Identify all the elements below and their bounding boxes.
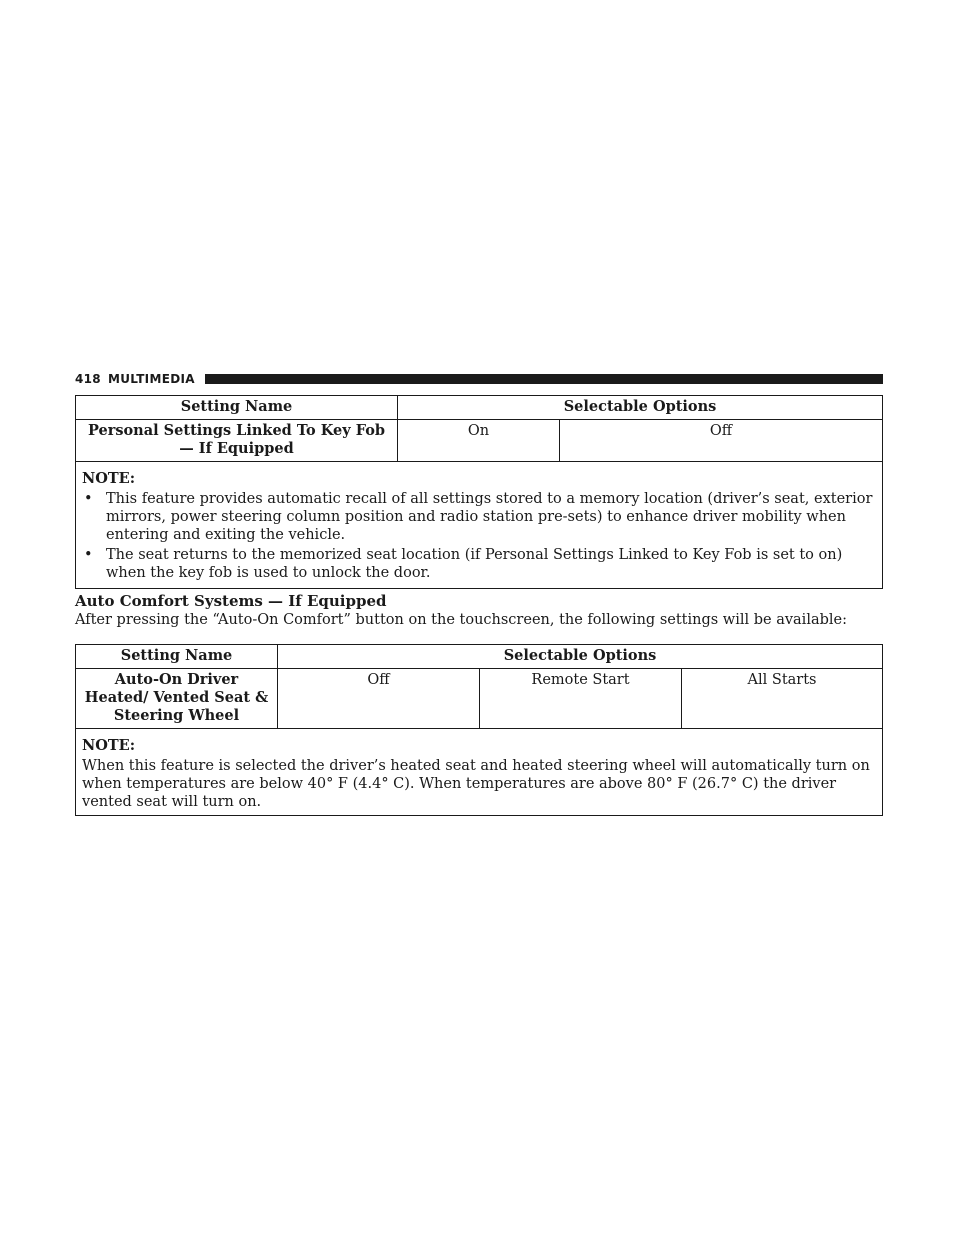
column-header-selectable-options: Selectable Options (278, 645, 883, 669)
bullet-icon: • (84, 547, 93, 563)
note-bullet-text: The seat returns to the memorized seat location (if Personal Settings Linked to Key Fob is set to on) when the key fob is used to unlock the door. (106, 547, 843, 581)
table-header-row (76, 645, 883, 669)
section-intro: After pressing the “Auto-On Comfort” button on the touchscreen, the following settings will be available: (75, 612, 847, 628)
list-item (82, 546, 876, 582)
note-title: NOTE: (82, 470, 136, 487)
option-cell: Off (278, 669, 480, 729)
table-header-row (76, 396, 883, 420)
option-cell: All Starts (682, 669, 883, 729)
column-header-setting-name: Setting Name (76, 396, 398, 420)
note-bullet-text: This feature provides automatic recall of all settings stored to a memory location (driver’s seat, exterior mirrors, power steering column position and radio station pre-sets) to enhance driver mobility when entering and exiting the vehicle. (106, 491, 873, 543)
note-text: When this feature is selected the driver’s heated seat and heated steering wheel will automatically turn on when temperatures are below 40° F (4.4° C). When temperatures are above 80° F (26.7° C) the driver vented seat will turn on. (82, 758, 870, 810)
note-cell (76, 462, 883, 589)
option-cell: On (398, 420, 560, 462)
settings-table-key-fob (75, 395, 883, 589)
note-cell (76, 729, 883, 816)
column-header-selectable-options: Selectable Options (398, 396, 883, 420)
list-item (82, 490, 876, 544)
note-row (76, 729, 883, 816)
setting-name-cell: Auto-On Driver Heated/ Vented Seat & Steering Wheel (76, 669, 278, 729)
note-row (76, 462, 883, 589)
header-rule (205, 374, 883, 384)
section-heading: Auto Comfort Systems — If Equipped (75, 592, 387, 610)
setting-name-cell: Personal Settings Linked To Key Fob — If Equipped (76, 420, 398, 462)
option-cell: Remote Start (480, 669, 682, 729)
note-list (82, 490, 876, 582)
table-row (76, 420, 883, 462)
bullet-icon: • (84, 491, 93, 507)
settings-table-auto-comfort (75, 644, 883, 816)
page-number: 418 (75, 372, 101, 386)
section-title: MULTIMEDIA (107, 372, 195, 386)
note-title: NOTE: (82, 737, 136, 754)
table-row (76, 669, 883, 729)
page-header (75, 371, 883, 387)
option-cell: Off (560, 420, 883, 462)
column-header-setting-name: Setting Name (76, 645, 278, 669)
